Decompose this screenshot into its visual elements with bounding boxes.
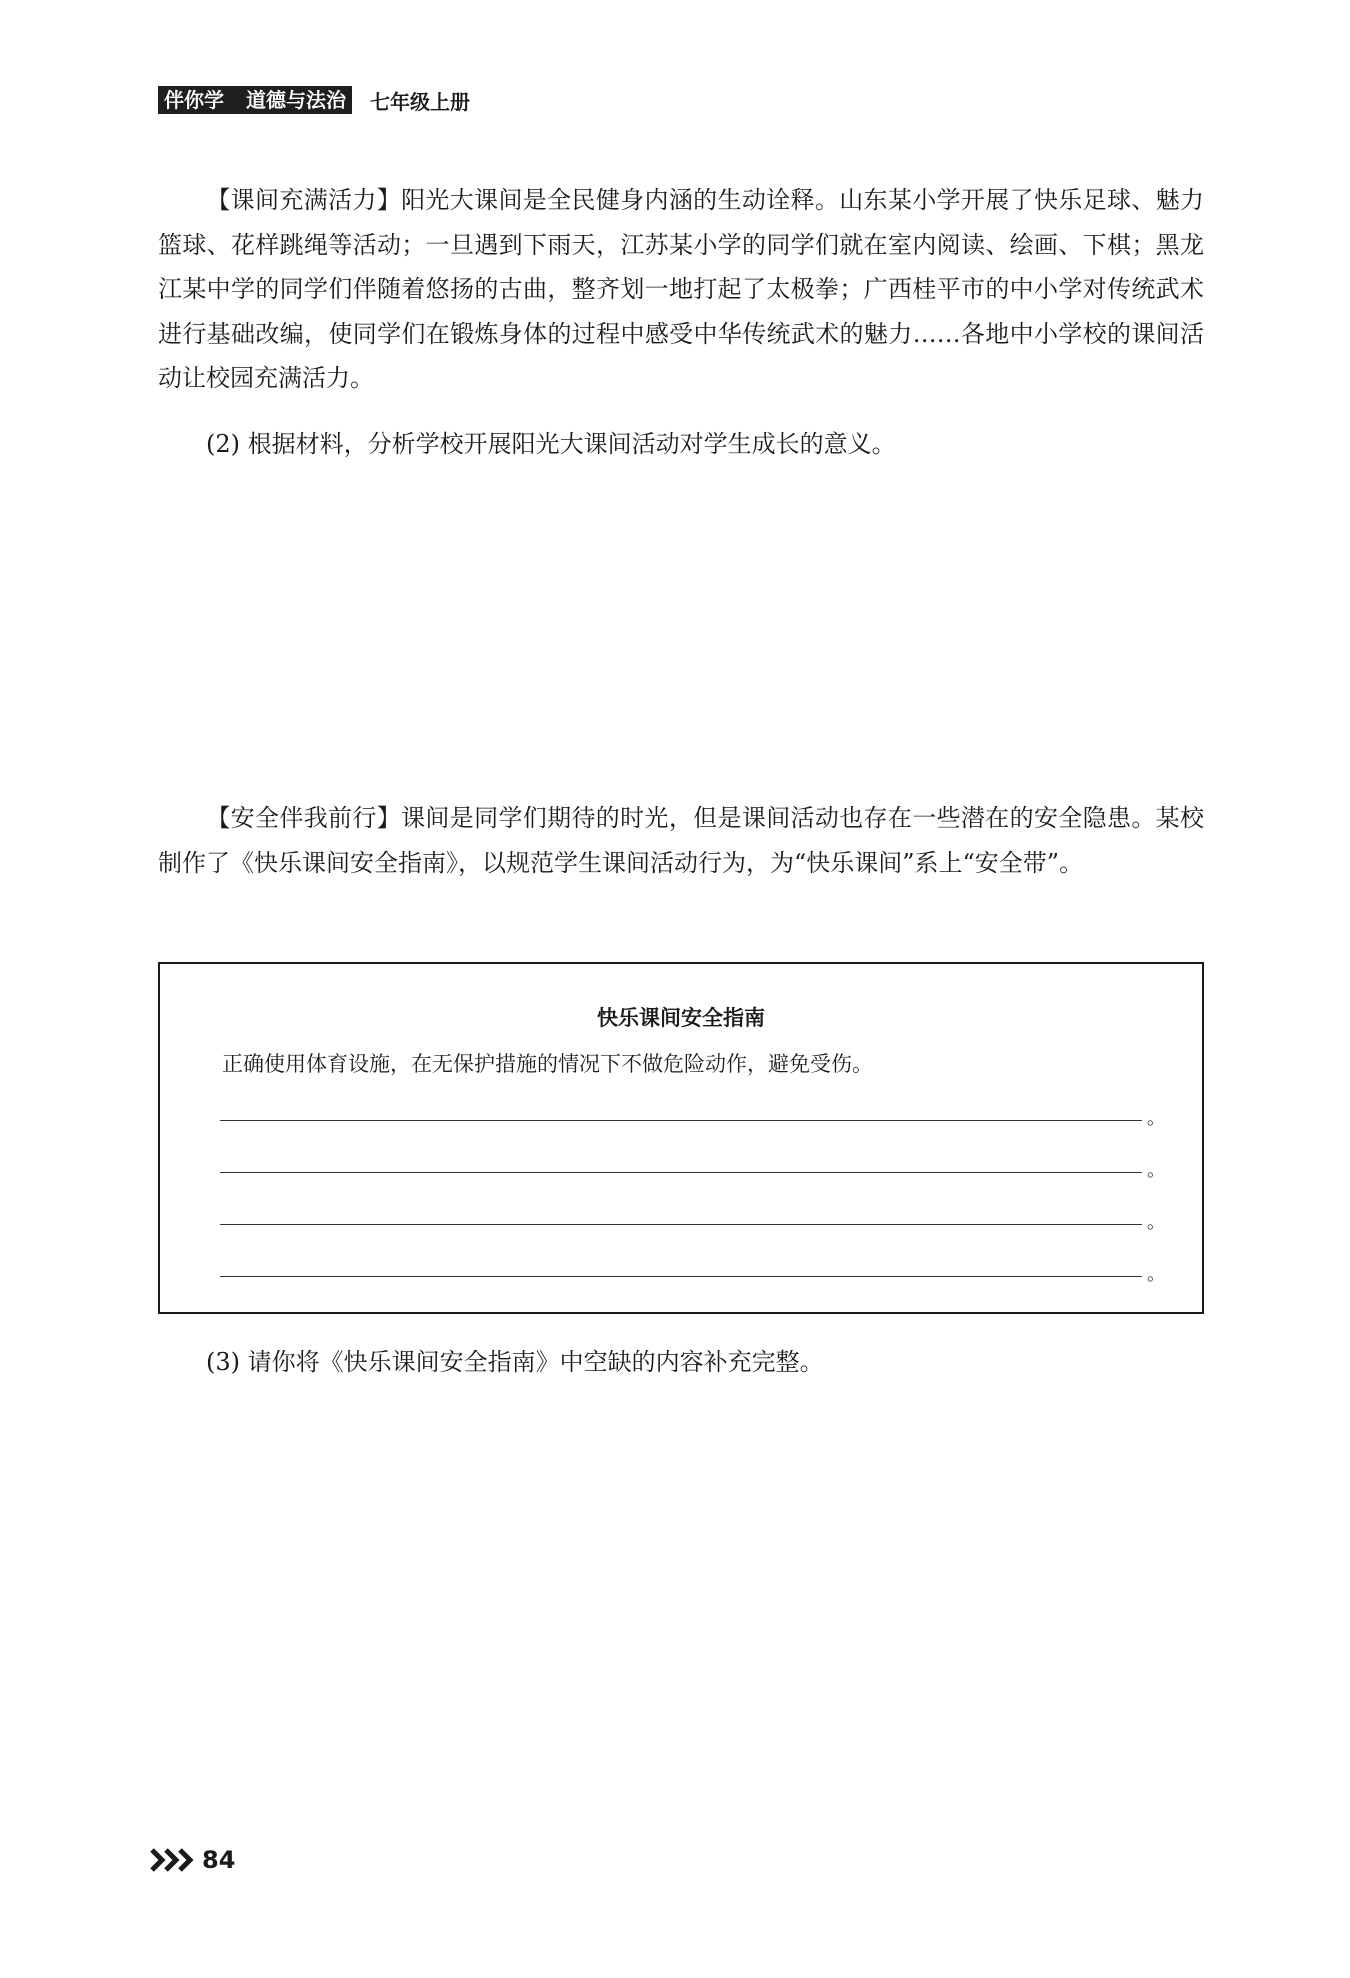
- answer-blank-line[interactable]: [220, 1224, 1142, 1225]
- answer-blank-line[interactable]: [220, 1276, 1142, 1277]
- question-3: (3) 请你将《快乐课间安全指南》中空缺的内容补充完整。: [206, 1348, 824, 1376]
- answer-blank-line[interactable]: [220, 1120, 1142, 1121]
- grade-label: 七年级上册: [370, 89, 470, 114]
- section1-material: [158, 178, 1204, 401]
- section1-text: 【课间充满活力】阳光大课间是全民健身内涵的生动诠释。山东某小学开展了快乐足球、魅力篮球、花样跳绳等活动；一旦遇到下雨天，江苏某小学的同学们就在室内阅读、绘画、下棋；黑龙江某中学的同学们伴随着悠扬的古曲，整齐划一地打起了太极拳；广西桂平市的中小学对传统武术进行基础改编，使同学们在锻炼身体的过程中感受中华传统武术的魅力……各地中小学校的课间活动让校园充满活力。: [158, 186, 1204, 392]
- page-footer: [150, 1846, 235, 1874]
- series-badge: [158, 86, 352, 114]
- blank-period: 。: [1147, 1108, 1165, 1129]
- section2-material: [158, 796, 1204, 885]
- guide-line-1: 正确使用体育设施，在无保护措施的情况下不做危险动作，避免受伤。: [222, 1052, 873, 1076]
- blank-period: 。: [1147, 1264, 1165, 1285]
- blank-period: 。: [1147, 1160, 1165, 1181]
- page-header: [158, 86, 470, 114]
- safety-guide-box: [158, 962, 1204, 1314]
- subject-name: 道德与法治: [246, 88, 346, 112]
- guide-title: 快乐课间安全指南: [597, 1006, 765, 1030]
- blank-period: 。: [1147, 1212, 1165, 1233]
- triple-chevron-right-icon: [150, 1847, 198, 1873]
- question-2: (2) 根据材料，分析学校开展阳光大课间活动对学生成长的意义。: [206, 430, 896, 458]
- answer-blank-line[interactable]: [220, 1172, 1142, 1173]
- series-name: 伴你学: [164, 88, 224, 112]
- section2-text: 【安全伴我前行】课间是同学们期待的时光，但是课间活动也存在一些潜在的安全隐患。某校制作了《快乐课间安全指南》，以规范学生课间活动行为，为“快乐课间”系上“安全带”。: [158, 804, 1204, 877]
- page-number: 84: [202, 1846, 236, 1874]
